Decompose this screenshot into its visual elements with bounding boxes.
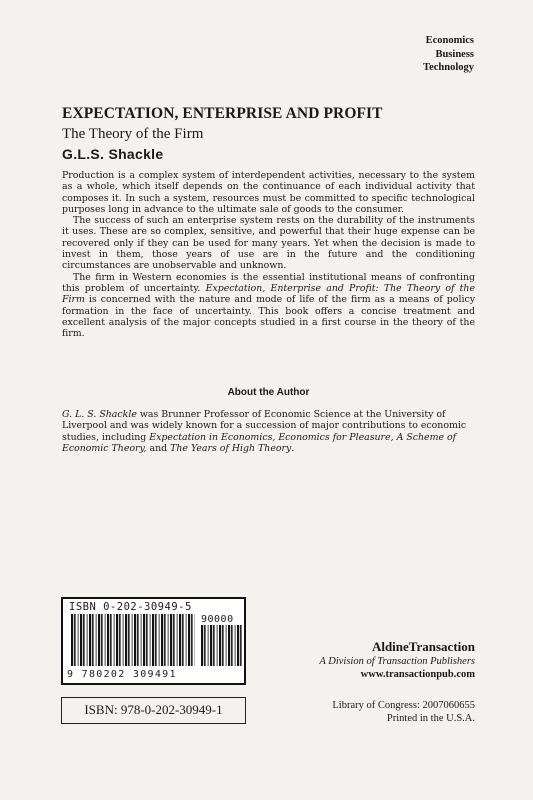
barcode-addon-bars-icon — [201, 625, 243, 666]
book-author: G.L.S. Shackle — [62, 146, 164, 162]
about-author-text — [62, 409, 475, 454]
about-end: . — [291, 442, 295, 454]
publisher-name: AldineTransaction — [371, 639, 475, 654]
publisher-url: www.transactionpub.com — [360, 669, 475, 680]
publisher-info — [319, 639, 475, 681]
book-title: EXPECTATION, ENTERPRISE AND PROFIT — [62, 105, 383, 122]
publisher-division: A Division of Transaction Publishers — [319, 656, 475, 667]
printed-in: Printed in the U.S.A. — [386, 713, 475, 724]
category-technology: Technology — [423, 62, 474, 73]
barcode-ean: 9 780202 309491 — [67, 669, 177, 680]
description-p3-book-title: Expectation, Enterprise and Profit: The Theory of the Firm — [62, 282, 475, 306]
library-info — [332, 699, 475, 725]
description-paragraph-3 — [62, 272, 475, 340]
category-business: Business — [435, 48, 474, 60]
isbn13-box: ISBN: 978-0-202-30949-1 — [61, 697, 246, 724]
about-text-1: was Brunner Professor of Economic Science at the University of Liverpool and was widely known for a succession of major contributions to economic studies, including — [62, 409, 467, 443]
about-book-1: Expectation in Economics, Economics for Pleasure, — [149, 431, 394, 443]
barcode-isbn10: ISBN 0-202-30949-5 — [69, 601, 192, 613]
description-paragraph-2: The success of such an enterprise system rests on the durability of the instruments it uses. These are so complex, sensitive, and powerful that their huge expense can be recovered only if they can be used for many years. Yet when the decision is made to invest in them, those years of use are in the future and the conditioning circumstances are unobservable and unknown. — [62, 215, 475, 272]
about-sep-2: and — [146, 442, 171, 454]
about-book-2: A Scheme of Economic Theory, — [62, 431, 457, 454]
description-p3-end: is concerned with the nature and mode of life of the firm as a means of policy formation in the face of uncertainty. This book offers a concise treatment and excellent analysis of the major concepts studied in a first course in the theory of the firm. — [62, 294, 475, 340]
barcode-bars-icon — [71, 614, 195, 666]
library-of-congress: Library of Congress: 2007060655 — [332, 700, 475, 711]
category-economics: Economics — [425, 35, 474, 46]
about-book-3: The Years of High Theory — [170, 442, 292, 454]
subject-categories — [423, 34, 474, 75]
book-description — [62, 170, 475, 339]
barcode — [61, 597, 246, 685]
description-p3-start: The firm in Western economies is the essential institutional means of confronting this problem of uncertainty. — [62, 271, 475, 294]
book-subtitle: The Theory of the Firm — [62, 126, 204, 142]
description-paragraph-1: Production is a complex system of interdependent activities, necessary to the system as a whole, which itself depends on the continuance of each individual activity that composes it. In such a system, resources must be committed to specific technological purposes long in advance to the ultimate sale of goods to the consumer. — [62, 170, 475, 215]
barcode-addon: 90000 — [201, 614, 234, 625]
about-author-heading: About the Author — [227, 387, 310, 398]
about-author-name: G. L. S. Shackle — [62, 409, 137, 420]
